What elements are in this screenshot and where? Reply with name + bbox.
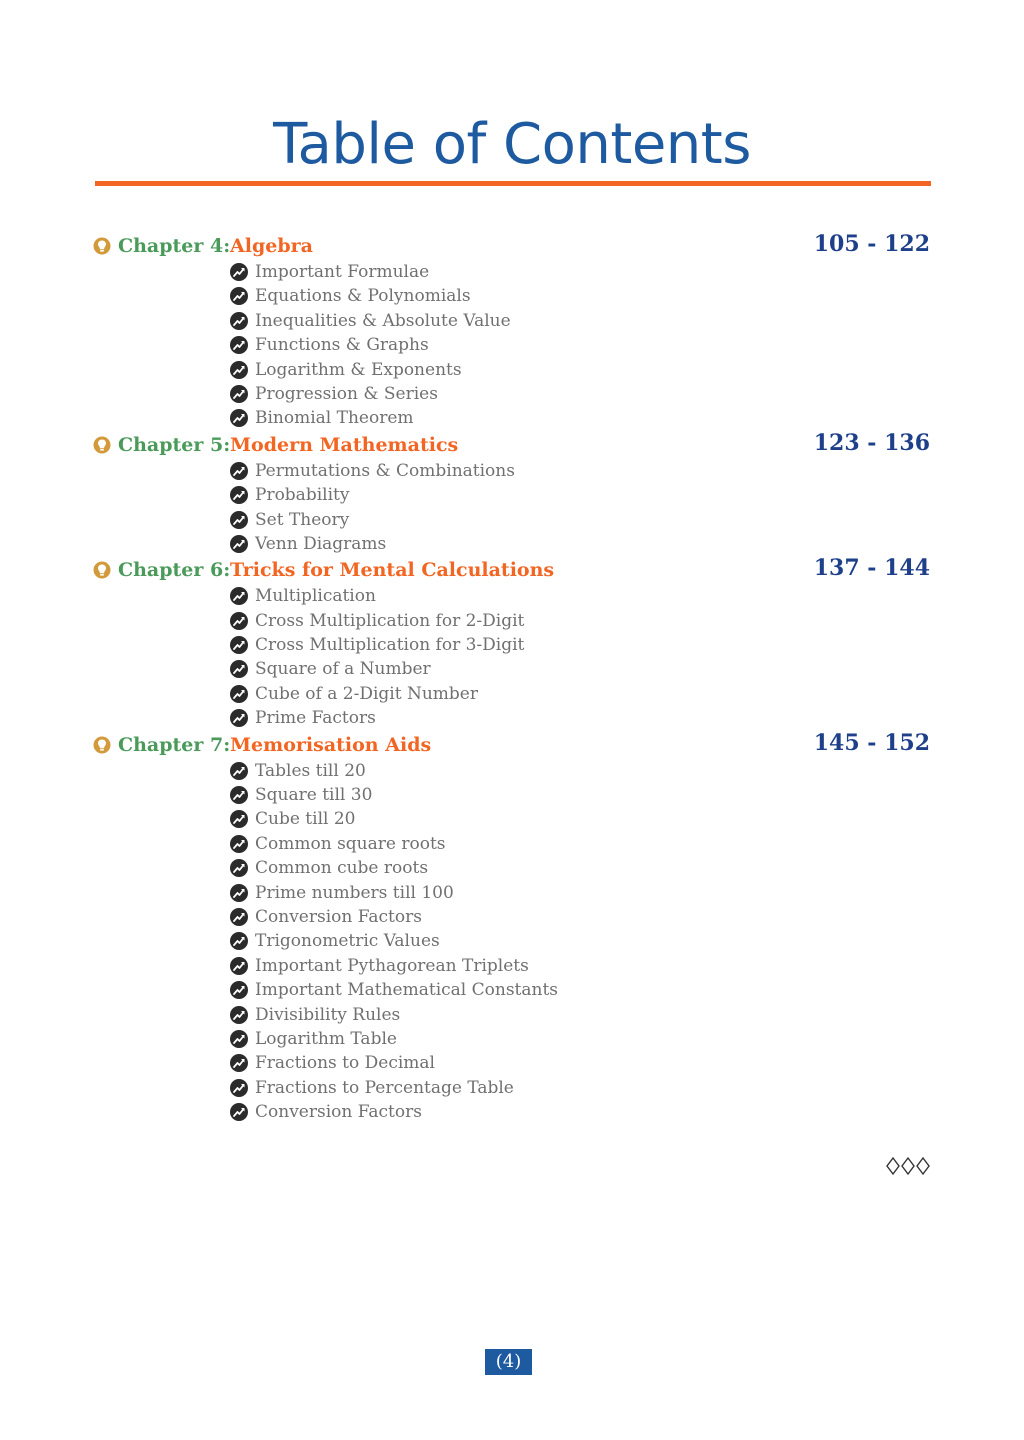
topic-item [92,333,932,357]
trend-arrow-icon [230,535,248,553]
topic-label: Logarithm & Exponents [255,359,462,380]
topic-list [92,260,932,431]
topic-item [92,309,932,333]
chapter-page-range: 105 - 122 [813,231,930,257]
topic-item [92,508,932,532]
page-number-badge: (4) [485,1349,532,1375]
trend-arrow-icon [230,1030,248,1048]
bulb-icon [93,561,111,579]
topic-item [92,1003,932,1027]
trend-arrow-icon [230,957,248,975]
topic-item [92,483,932,507]
topic-label: Conversion Factors [255,906,422,927]
topic-label: Functions & Graphs [255,335,429,356]
topic-label: Binomial Theorem [255,408,414,429]
topic-label: Venn Diagrams [255,533,387,554]
topic-item [92,657,932,681]
topic-label: Common cube roots [255,858,429,879]
chapter-label: Chapter 7: [118,733,231,756]
topic-label: Logarithm Table [255,1028,397,1049]
chapter-page-range: 123 - 136 [813,429,930,456]
trend-arrow-icon [230,287,248,305]
topic-item [92,532,932,556]
topic-item [92,1051,932,1075]
topic-label: Fractions to Decimal [255,1053,435,1074]
page-title: Table of Contents [273,112,751,177]
chapter-entry [92,731,932,1125]
diamond-ornament-icon [885,1155,931,1177]
topic-label: Prime Factors [255,708,376,729]
topic-item [92,358,932,382]
chapter-entry [92,431,932,557]
topic-label: Progression & Series [255,383,438,404]
topic-label: Equations & Polynomials [255,286,471,307]
chapter-label: Chapter 6: [118,559,231,582]
trend-arrow-icon [230,361,248,379]
topic-item [92,633,932,657]
chapter-heading [92,731,932,759]
chapter-title: Modern Mathematics [230,433,459,456]
topic-item [92,1027,932,1051]
topic-item [92,759,932,783]
trend-arrow-icon [230,385,248,403]
trend-arrow-icon [230,1103,248,1121]
topic-item [92,284,932,308]
topic-item [92,682,932,706]
chapter-page-range: 145 - 152 [813,729,930,756]
chapter-entry [92,232,932,431]
topic-label: Probability [255,485,350,506]
trend-arrow-icon [230,462,248,480]
topic-label: Tables till 20 [255,760,366,781]
topic-item [92,459,932,483]
chapter-label: Chapter 4: [118,235,231,257]
trend-arrow-icon [230,709,248,727]
topic-item [92,260,932,284]
topic-item [92,783,932,807]
table-of-contents [92,232,932,1125]
topic-item [92,1076,932,1100]
topic-item [92,584,932,608]
topic-label: Multiplication [255,586,376,607]
trend-arrow-icon [230,932,248,950]
topic-item [92,1100,932,1124]
trend-arrow-icon [230,835,248,853]
title-divider [95,181,931,186]
topic-item [92,406,932,430]
chapter-heading [92,431,932,459]
topic-label: Common square roots [255,833,446,854]
trend-arrow-icon [230,884,248,902]
topic-label: Important Formulae [255,262,430,282]
topic-label: Important Mathematical Constants [255,980,559,1001]
topic-item [92,706,932,730]
topic-label: Square of a Number [255,659,431,680]
trend-arrow-icon [230,660,248,678]
topic-item [92,881,932,905]
topic-label: Inequalities & Absolute Value [255,310,511,331]
topic-label: Cube till 20 [255,809,356,830]
chapter-entry [92,556,932,730]
chapter-title: Tricks for Mental Calculations [230,559,555,582]
topic-label: Cube of a 2-Digit Number [255,683,478,704]
trend-arrow-icon [230,786,248,804]
topic-label: Trigonometric Values [255,931,440,952]
topic-label: Divisibility Rules [255,1004,401,1025]
topic-item [92,609,932,633]
topic-label: Cross Multiplication for 3-Digit [255,635,525,656]
trend-arrow-icon [230,312,248,330]
trend-arrow-icon [230,486,248,504]
bulb-icon [93,736,111,754]
topic-item [92,954,932,978]
trend-arrow-icon [230,810,248,828]
trend-arrow-icon [230,612,248,630]
trend-arrow-icon [230,409,248,427]
topic-item [92,929,932,953]
topic-list [92,584,932,730]
trend-arrow-icon [230,636,248,654]
bulb-icon [93,436,111,454]
topic-label: Important Pythagorean Triplets [255,955,529,976]
topic-item [92,382,932,406]
chapter-title: Algebra [230,235,313,257]
trend-arrow-icon [230,859,248,877]
topic-item [92,807,932,831]
topic-label: Prime numbers till 100 [255,882,454,903]
topic-item [92,978,932,1002]
trend-arrow-icon [230,1006,248,1024]
trend-arrow-icon [230,336,248,354]
chapter-heading [92,556,932,584]
trend-arrow-icon [230,263,248,281]
topic-item [92,856,932,880]
chapter-heading [92,232,932,260]
topic-list [92,459,932,557]
topic-item [92,905,932,929]
trend-arrow-icon [230,1079,248,1097]
chapter-title: Memorisation Aids [230,733,432,756]
trend-arrow-icon [230,1054,248,1072]
topic-label: Cross Multiplication for 2-Digit [255,610,525,631]
topic-label: Permutations & Combinations [255,460,515,481]
bulb-icon [93,237,111,255]
topic-label: Set Theory [255,509,350,530]
trend-arrow-icon [230,511,248,529]
topic-label: Conversion Factors [255,1102,422,1123]
trend-arrow-icon [230,685,248,703]
trend-arrow-icon [230,981,248,999]
trend-arrow-icon [230,762,248,780]
topic-label: Square till 30 [255,785,373,806]
topic-item [92,832,932,856]
chapter-label: Chapter 5: [118,433,231,456]
trend-arrow-icon [230,587,248,605]
topic-list [92,759,932,1125]
chapter-page-range: 137 - 144 [813,555,930,582]
topic-label: Fractions to Percentage Table [255,1077,514,1098]
trend-arrow-icon [230,908,248,926]
